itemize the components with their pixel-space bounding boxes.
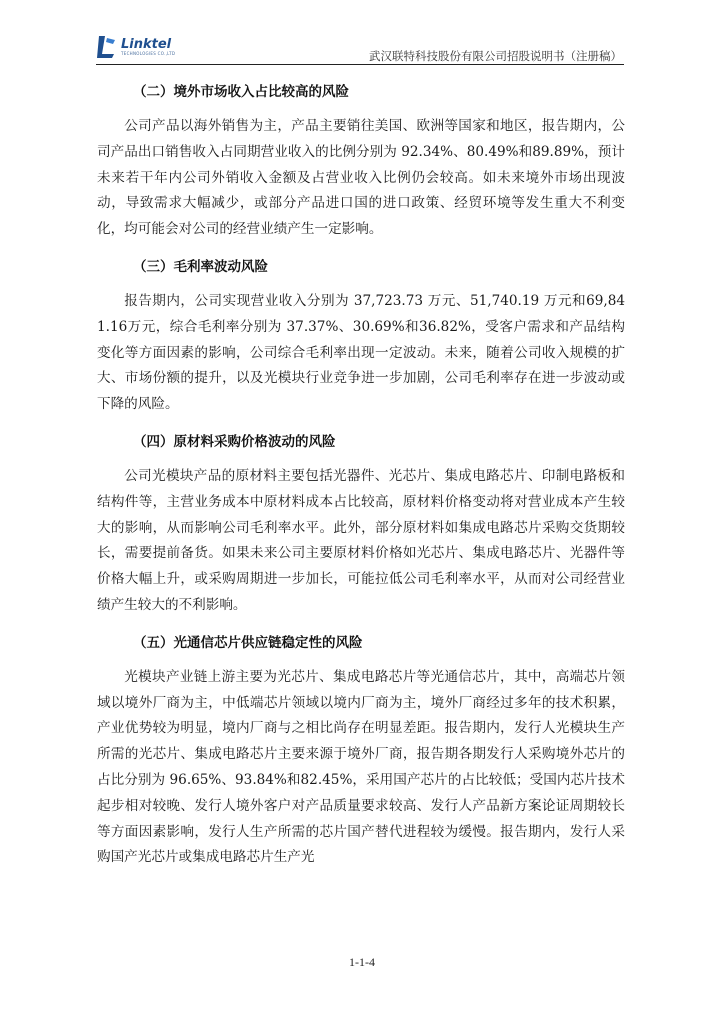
body-paragraph: 公司产品以海外销售为主，产品主要销往美国、欧洲等国家和地区，报告期内，公司产品出口销售收入占同期营业收入的比例分别为 92.34%、80.49%和89.89%，预计未来若干年内公司外销收入金额及占营业收入比例仍会较高。如未来境外市场出现波动，导致需求大幅减少，或部分产品进口国的进口政策、经贸环境等发生重大不利变化，均可能会对公司的经营业绩产生一定影响。 [97,118,625,238]
section-heading: （三）毛利率波动风险 [133,258,268,275]
body-paragraph: 公司光模块产品的原材料主要包括光器件、光芯片、集成电路芯片、印制电路板和结构件等，主营业务成本中原材料成本占比较高，原材料价格变动将对营业成本产生较大的影响，从而影响公司毛利率水平。此外，部分原材料如集成电路芯片采购交货期较长，需要提前备货。如果未来公司主要原材料价格如光芯片、集成电路芯片、光器件等价格大幅上升，或采购周期进一步加长，可能拉低公司毛利率水平，从而对公司经营业绩产生较大的不利影响。 [97,467,625,613]
page-number: 1-1-4 [349,955,375,969]
section-heading: （五）光通信芯片供应链稳定性的风险 [133,634,363,651]
logo-subtitle: TECHNOLOGIES CO.,LTD [121,50,176,56]
document-body [97,80,625,883]
body-paragraph: 光模块产业链上游主要为光芯片、集成电路芯片等光通信芯片，其中，高端芯片领域以境外厂商为主，中低端芯片领域以境内厂商为主，境外厂商经过多年的技术积累，产业优势较为明显，境内厂商与之相比尚存在明显差距。报告期内，发行人光模块生产所需的光芯片、集成电路芯片主要来源于境外厂商，报告期各期发行人采购境外芯片的占比分别为 96.65%、93.84%和82.45%，采用国产芯片的占比较低；受国内芯片技术起步相对较晚、发行人境外客户对产品质量要求较高、发行人产品新方案论证周期较长等方面因素影响，发行人生产所需的芯片国产替代进程较为缓慢。报告期内，发行人采购国产光芯片或集成电路芯片生产光 [97,668,625,866]
risk-section [97,631,625,871]
company-logo [96,32,175,62]
document-title: 武汉联特科技股份有限公司招股说明书（注册稿） [369,49,622,63]
section-heading: （四）原材料采购价格波动的风险 [133,433,336,450]
risk-section [97,430,625,619]
header-divider [96,64,624,65]
logo-wordmark: Linktel [121,36,172,52]
risk-section [97,255,625,418]
body-paragraph: 报告期内，公司实现营业收入分别为 37,723.73 万元、51,740.19 万元和69,841.16万元，综合毛利率分别为 37.37%、30.69%和36.82%，受客户需求和产品结构变化等方面因素的影响，公司综合毛利率出现一定波动。未来，随着公司收入规模的扩大、市场份额的提升，以及光模块行业竞争进一步加剧，公司毛利率存在进一步波动或下降的风险。 [97,292,625,413]
section-heading: （二）境外市场收入占比较高的风险 [133,84,349,100]
risk-section [97,80,625,243]
linktel-logo-icon [96,34,118,60]
page-header [96,30,624,64]
